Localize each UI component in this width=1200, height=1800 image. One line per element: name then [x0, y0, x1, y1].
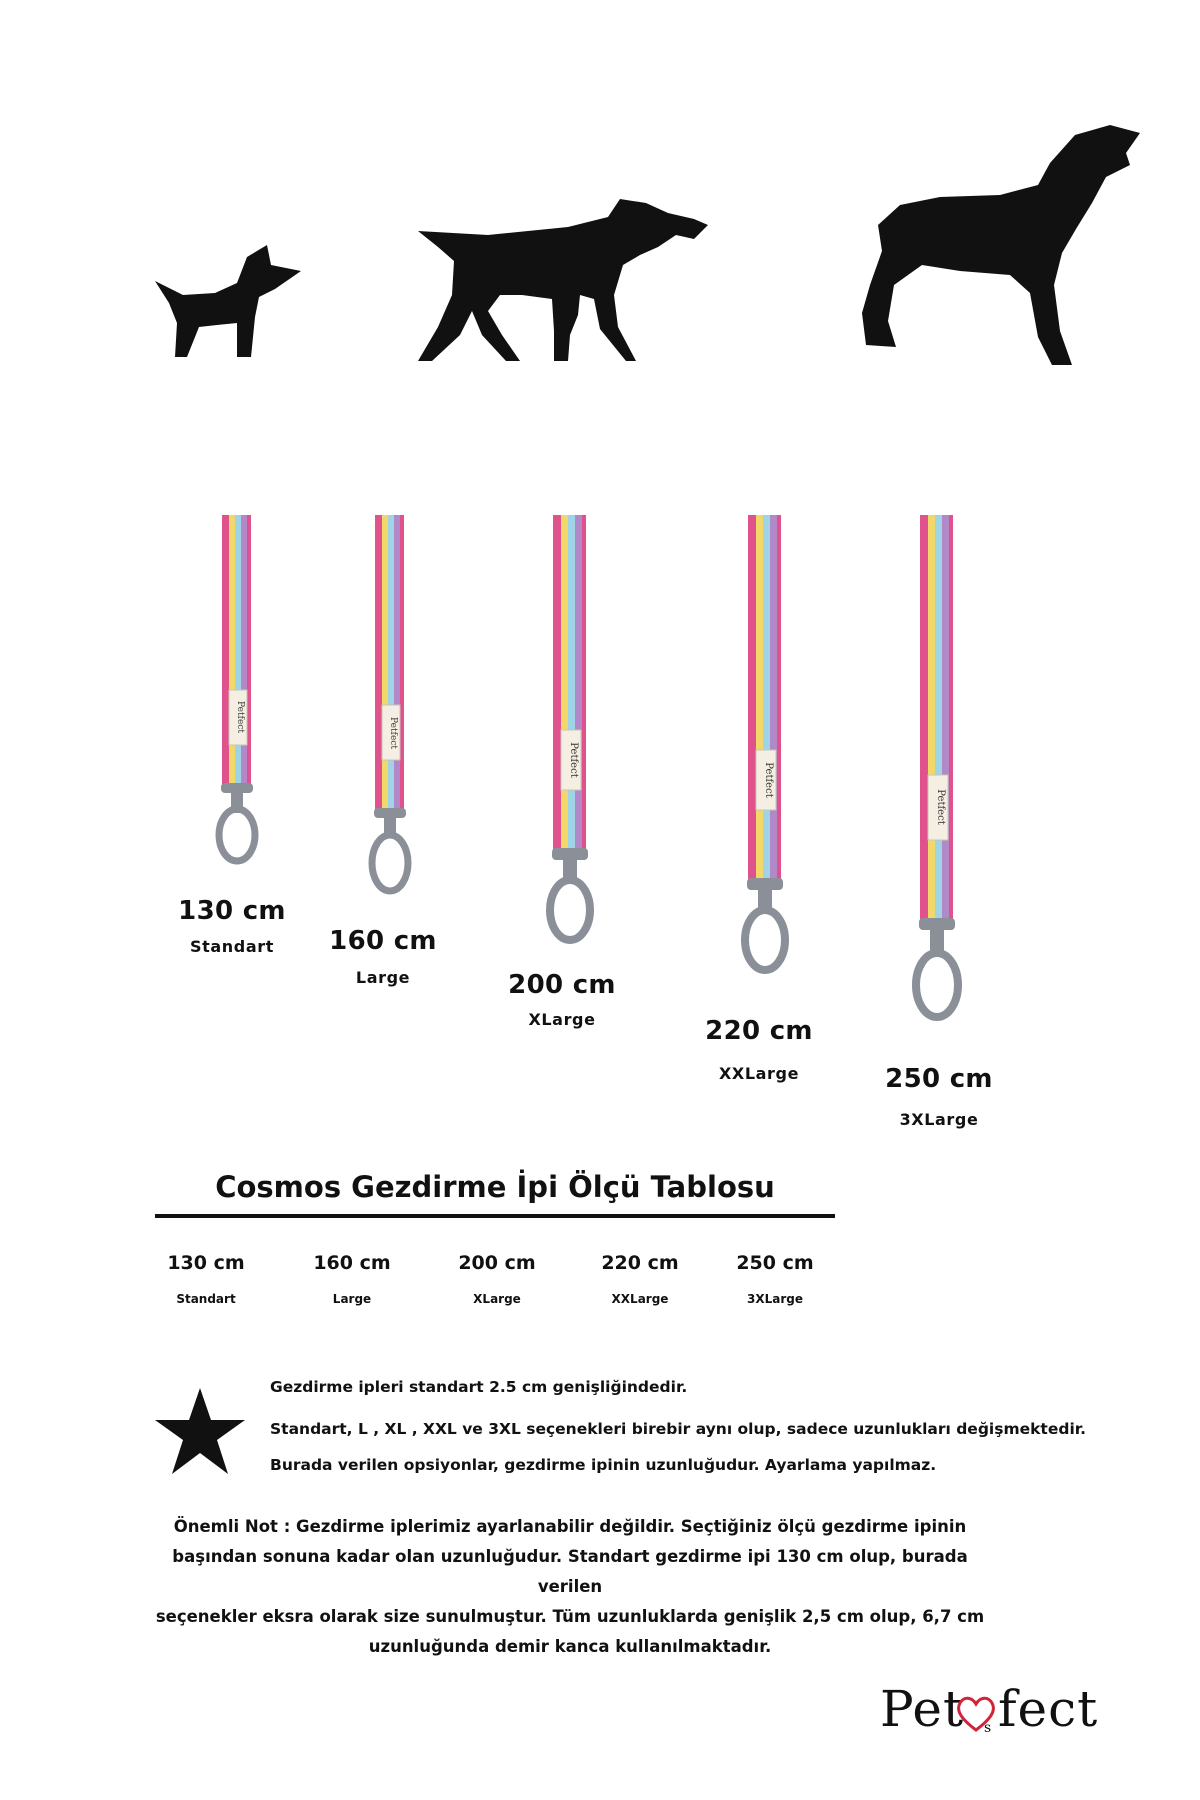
table-size-cell: Large — [332, 1292, 372, 1306]
leash-tag-text: Petfect — [235, 701, 245, 733]
leash-length-label: 220 cm — [705, 1016, 813, 1046]
star-icon — [155, 1388, 245, 1474]
note-line: Gezdirme ipleri standart 2.5 cm genişliğindedir. — [270, 1378, 688, 1396]
leash-160-image — [360, 515, 420, 915]
svg-text:Petfect: Petfect — [935, 789, 946, 825]
svg-text:Petfect: Petfect — [568, 742, 579, 778]
important-note-line: Önemli Not : Gezdirme iplerimiz ayarlanabilir değildir. Seçtiğiniz ölçü gezdirme ipinin — [173, 1517, 967, 1536]
leash-length-label: 250 cm — [885, 1064, 993, 1094]
brand-mark: s — [984, 1720, 992, 1736]
important-note-line: başından sonuna kadar olan uzunluğudur. Standart gezdirme ipi 130 cm olup, burada verilen — [172, 1547, 968, 1596]
leash-length-label: 160 cm — [329, 926, 437, 956]
leash-length-label: 200 cm — [508, 970, 616, 1000]
table-length-cell: 130 cm — [167, 1252, 245, 1274]
brand-text-right: fect — [998, 1680, 1099, 1738]
important-note-line: seçenekler eksra olarak size sunulmuştur. Tüm uzunluklarda genişlik 2,5 cm olup, 6,7 cm — [155, 1607, 985, 1626]
leash-220-image — [733, 515, 797, 1010]
petfect-logo — [880, 1680, 1140, 1770]
table-size-cell: XXLarge — [611, 1292, 669, 1306]
leash-130-image — [207, 515, 267, 885]
title-underline — [155, 1214, 835, 1218]
svg-text:Petfect: Petfect — [763, 762, 774, 798]
leash-length-label: 130 cm — [178, 896, 286, 926]
table-length-cell: 200 cm — [458, 1252, 536, 1274]
note-line: Burada verilen opsiyonlar, gezdirme ipinin uzunluğudur. Ayarlama yapılmaz. — [270, 1456, 937, 1474]
svg-text:Petfect: Petfect — [388, 717, 398, 749]
important-note-line: uzunluğunda demir kanca kullanılmaktadır. — [368, 1637, 772, 1656]
leash-size-label: XXLarge — [718, 1064, 800, 1083]
table-length-cell: 160 cm — [313, 1252, 391, 1274]
table-size-cell: 3XLarge — [747, 1292, 803, 1306]
table-length-cell: 220 cm — [601, 1252, 679, 1274]
size-table-title: Cosmos Gezdirme İpi Ölçü Tablosu — [215, 1170, 775, 1204]
table-size-cell: XLarge — [473, 1292, 521, 1306]
important-note — [140, 1512, 1000, 1662]
table-length-cell: 250 cm — [736, 1252, 814, 1274]
leash-size-label: 3XLarge — [899, 1110, 979, 1129]
small-dog-silhouette-icon — [155, 245, 305, 360]
leash-250-image — [905, 515, 969, 1060]
medium-dog-silhouette-icon — [418, 195, 713, 363]
large-dog-silhouette-icon — [860, 125, 1145, 365]
brand-text-left: Pet — [880, 1680, 965, 1738]
leash-size-label: XLarge — [528, 1010, 596, 1029]
note-line: Standart, L , XL , XXL ve 3XL seçenekleri birebir aynı olup, sadece uzunlukları değişmektedir. — [270, 1420, 1087, 1438]
table-size-cell: Standart — [176, 1292, 236, 1306]
leash-size-label: Standart — [190, 937, 274, 956]
leash-size-label: Large — [355, 968, 411, 987]
leash-200-image — [538, 515, 602, 980]
